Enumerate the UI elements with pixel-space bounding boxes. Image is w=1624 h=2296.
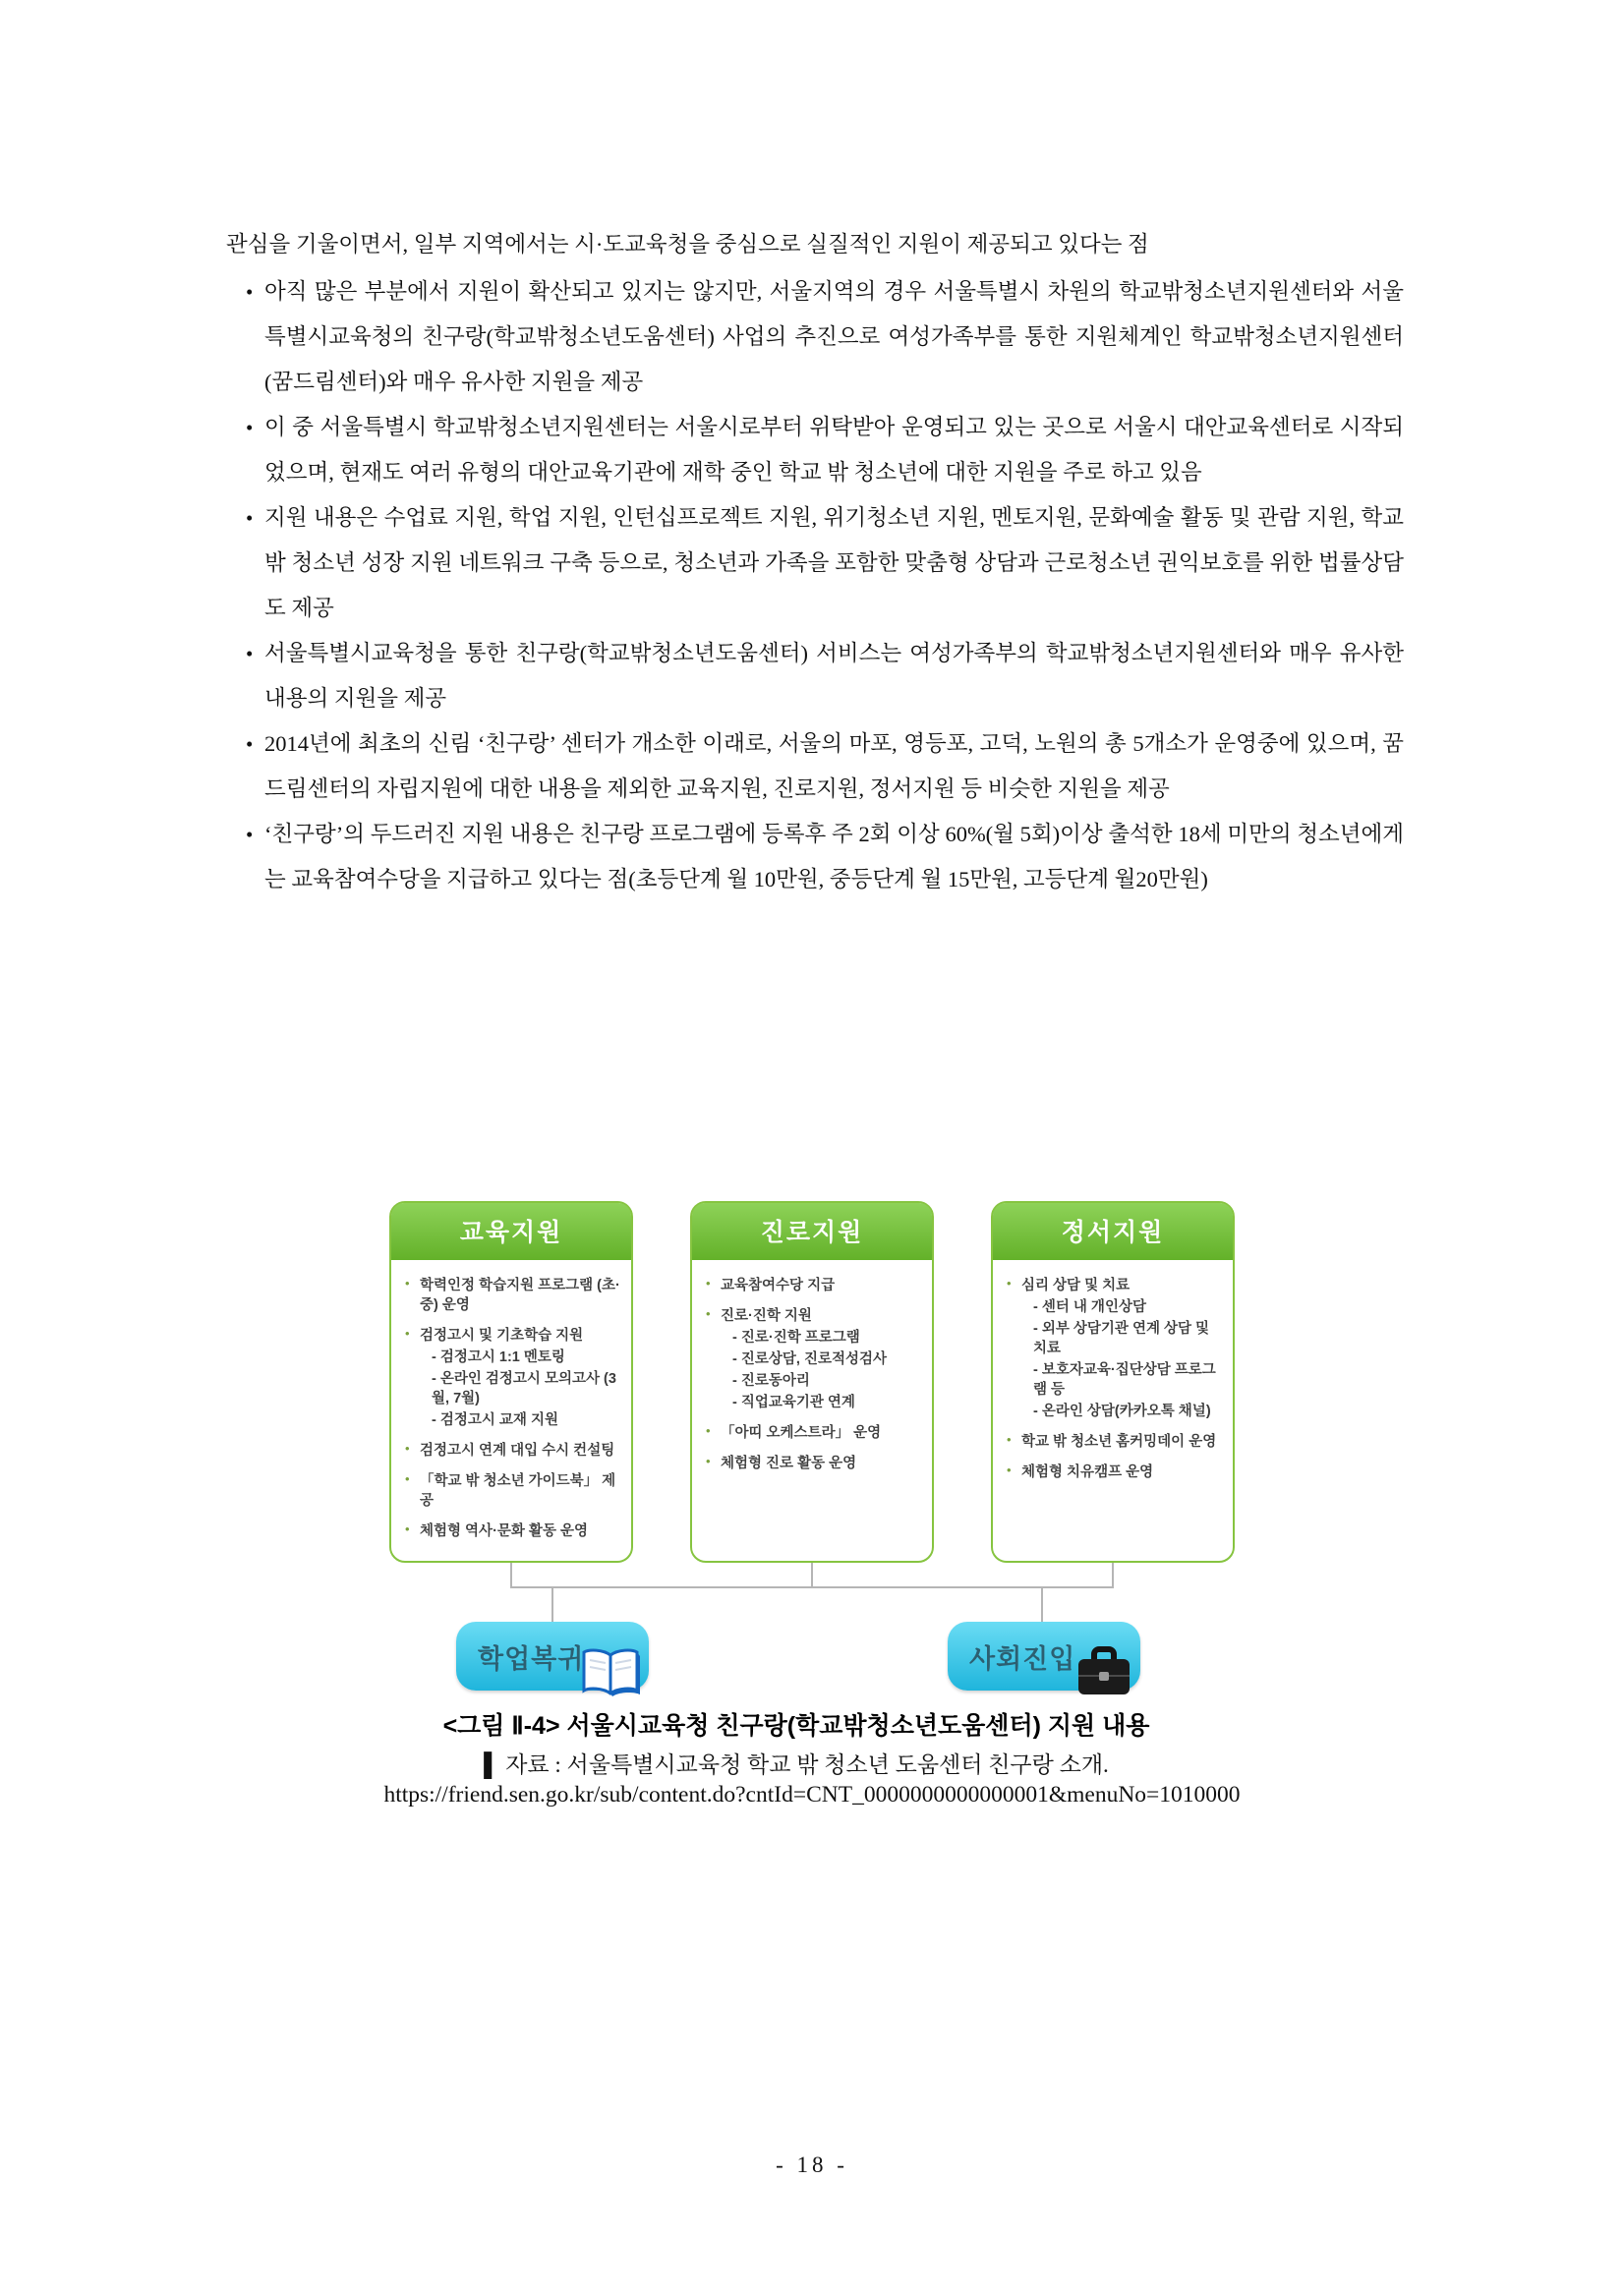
figure-connectors [389,1563,1235,1622]
figure-item: • 교육참여수당 지급 [704,1276,924,1295]
figure-item: • 「학교 밖 청소년 가이드북」 제공 [403,1471,623,1511]
bullet-item: • 2014년에 최초의 신림 ‘친구랑’ 센터가 개소한 이래로, 서울의 마포, 영등포, 고덕, 노원의 총 5개소가 운영중에 있으며, 꿈드림센터의 자립지원에 대한 내용을 제외한 교육지원, 진로지원, 정서지원 등 비슷한 지원을 제공 [226,721,1404,812]
page-number: - 18 - [776,2152,848,2177]
connector-line [510,1586,1114,1588]
figure-outcomes [389,1622,1235,1704]
figure-column-title: 정서지원 [993,1203,1233,1260]
figure-item: • 학교 밖 청소년 홈커밍데이 운영 [1005,1432,1225,1452]
figure-subitem: - 온라인 검정고시 모의고사 (3월, 7월) [432,1371,616,1406]
figure-item: • 검정고시 연계 대입 수시 컨설팅 [403,1441,623,1461]
figure-column-2 [690,1201,934,1563]
figure-item: • 검정고시 및 기초학습 지원 - 검정고시 1:1 멘토링 - 온라인 검정고시 모의고사 (3월, 7월) - 검정고시 교재 지원 [403,1326,623,1430]
bullet-list [226,269,1404,902]
outcome-label: 사회진입 [969,1643,1076,1674]
bullet-item: • 지원 내용은 수업료 지원, 학업 지원, 인턴십프로젝트 지원, 위기청소년 지원, 멘토지원, 문화예술 활동 및 관람 지원, 학교 밖 청소년 성장 지원 네트워크 구축 등으로, 청소년과 가족을 포함한 맞춤형 상담과 근로청소년 권익보호를 위한 법률상담도 제공 [226,495,1404,631]
briefcase-icon [1075,1645,1132,1698]
bullet-item: • ‘친구랑’의 두드러진 지원 내용은 친구랑 프로그램에 등록후 주 2회 이상 60%(월 5회)이상 출석한 18세 미만의 청소년에게는 교육참여수당을 지급하고 있다는 점(초등단계 월 10만원, 중등단계 월 15만원, 고등단계 월20만원) [226,812,1404,902]
connector-line [1112,1563,1114,1586]
figure-caption: <그림 Ⅱ-4> 서울시교육청 친구랑(학교밖청소년도움센터) 지원 내용 [442,1712,1150,1740]
figure-item: • 「아띠 오케스트라」 운영 [704,1423,924,1443]
figure-columns [389,1201,1235,1563]
figure-item: • 진로·진학 지원 - 진로·진학 프로그램 - 진로상담, 진로적성검사 - 진로동아리 - 직업교육기관 연계 [704,1306,924,1412]
figure-item: • 학력인정 학습지원 프로그램 (초·중) 운영 [403,1276,623,1315]
bullet-item: • 아직 많은 부분에서 지원이 확산되고 있지는 않지만, 서울지역의 경우 서울특별시 차원의 학교밖청소년지원센터와 서울특별시교육청의 친구랑(학교밖청소년도움센터) 사업의 추진으로 여성가족부를 통한 지원체계인 학교밖청소년지원센터(꿈드림센터)와 매우 유사한 지원을 제공 [226,269,1404,405]
figure-subitem: - 직업교육기관 연계 [732,1395,855,1410]
figure-column-body [692,1260,932,1487]
body-text-block [226,222,1404,902]
outcome-box-social-entry [948,1622,1140,1691]
outcome-label: 학업복귀 [478,1643,585,1674]
bullet-item: • 이 중 서울특별시 학교밖청소년지원센터는 서울시로부터 위탁받아 운영되고 있는 곳으로 서울시 대안교육센터로 시작되었으며, 현재도 여러 유형의 대안교육기관에 재학 중인 학교 밖 청소년에 대한 지원을 주로 하고 있음 [226,405,1404,495]
figure-item: • 심리 상담 및 치료 - 센터 내 개인상담 - 외부 상담기관 연계 상담 및 치료 - 보호자교육·집단상담 프로그램 등 - 온라인 상담(카카오톡 채널) [1005,1276,1225,1421]
figure-subitem: - 센터 내 개인상담 [1033,1299,1146,1315]
connector-line [551,1586,553,1622]
figure-subitem: - 보호자교육·집단상담 프로그램 등 [1033,1362,1216,1398]
figure-column-3 [991,1201,1235,1563]
connector-line [1041,1586,1043,1622]
figure-column-1 [389,1201,633,1563]
figure-column-body [391,1260,631,1555]
figure-source-url: https://friend.sen.go.kr/sub/content.do?cntId=CNT_0000000000000001&menuNo=1010000 [383,1782,1241,1808]
intro-paragraph: 관심을 기울이면서, 일부 지역에서는 시·도교육청을 중심으로 실질적인 지원이 제공되고 있다는 점 [226,232,1149,257]
figure-source: ▌ 자료 : 서울특별시교육청 학교 밖 청소년 도움센터 친구랑 소개. [484,1752,1109,1777]
figure-column-title: 교육지원 [391,1203,631,1260]
figure-subitem: - 진로동아리 [732,1373,810,1389]
figure-subitem: - 검정고시 교재 지원 [432,1412,558,1428]
figure-subitem: - 진로·진학 프로그램 [732,1330,860,1346]
figure-column-title: 진로지원 [692,1203,932,1260]
figure-subitem: - 온라인 상담(카카오톡 채널) [1033,1404,1211,1419]
connector-line [510,1563,512,1586]
figure-diagram [389,1201,1235,1704]
bullet-item: • 서울특별시교육청을 통한 친구랑(학교밖청소년도움센터) 서비스는 여성가족부의 학교밖청소년지원센터와 매우 유사한 내용의 지원을 제공 [226,631,1404,721]
figure-subitem: - 검정고시 1:1 멘토링 [432,1349,565,1365]
open-book-icon [580,1647,641,1698]
connector-line [811,1563,813,1586]
figure-item: • 체험형 치유캠프 운영 [1005,1463,1225,1482]
figure-column-body [993,1260,1233,1496]
figure-subitem: - 외부 상담기관 연계 상담 및 치료 [1033,1321,1210,1356]
figure-subitem: - 진로상담, 진로적성검사 [732,1351,887,1367]
outcome-box-academic-return [456,1622,649,1691]
figure-item: • 체험형 진로 활동 운영 [704,1454,924,1473]
figure-item: • 체험형 역사·문화 활동 운영 [403,1521,623,1541]
